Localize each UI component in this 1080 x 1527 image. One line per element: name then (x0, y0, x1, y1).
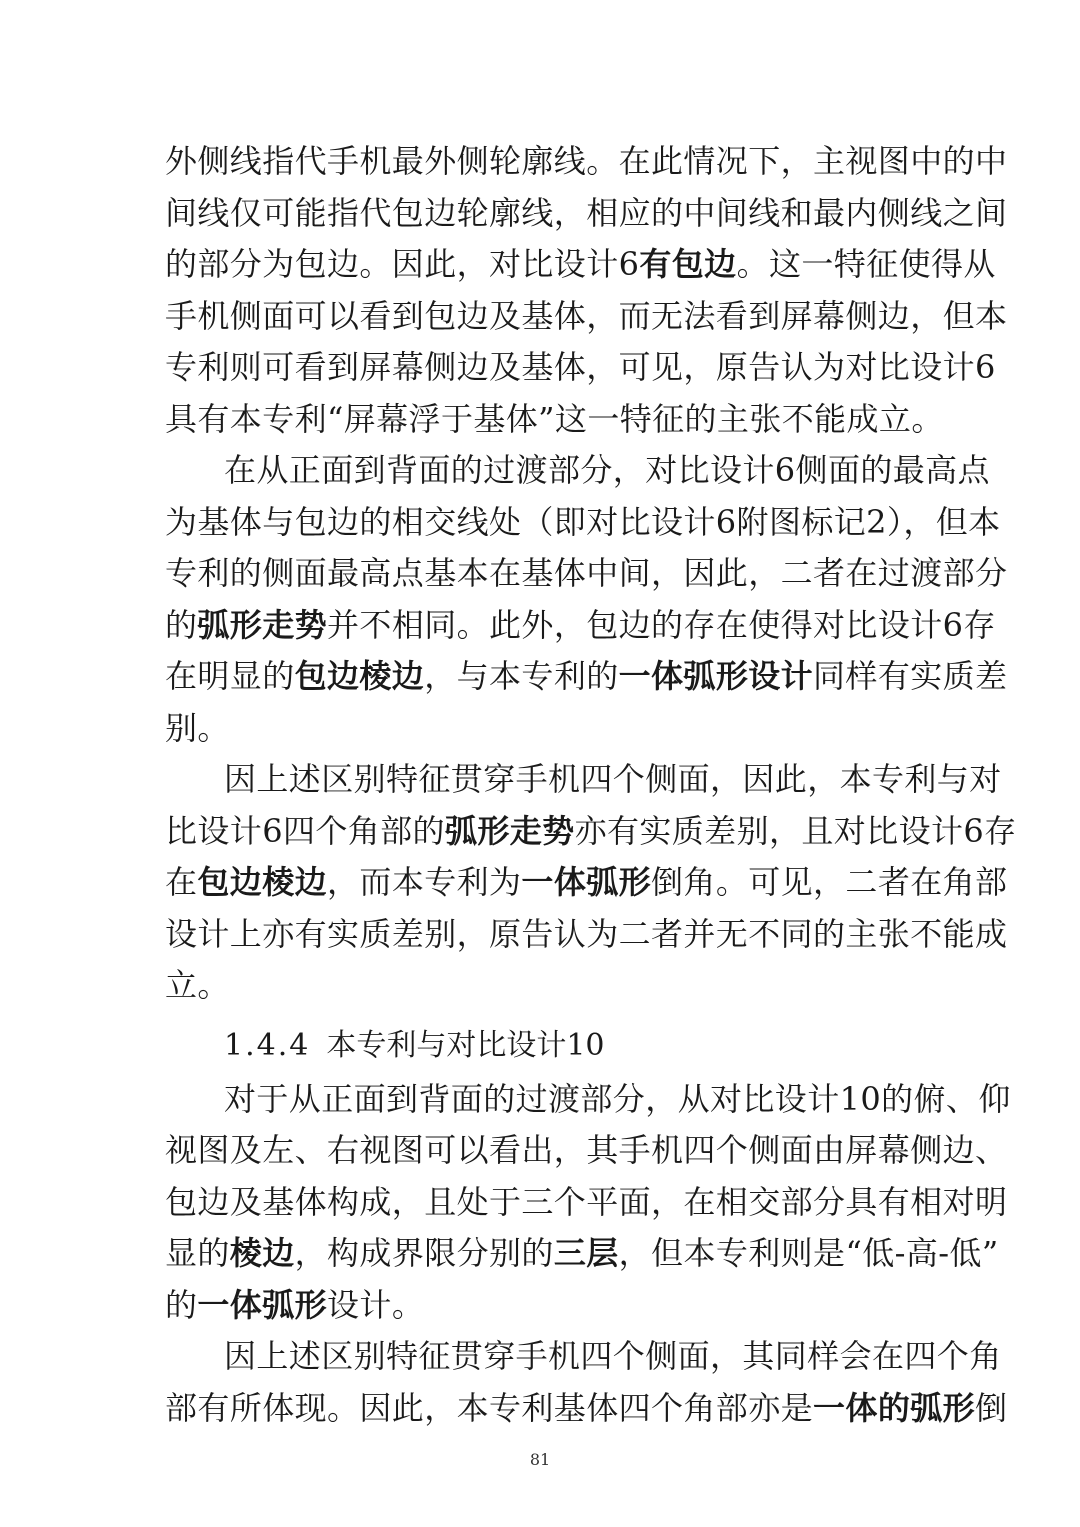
text-segment: 倒角。可见，二者在角部 (651, 863, 1008, 901)
text-segment: ，而本专利为 (327, 863, 522, 901)
text-segment: 包边及基体构成，且处于三个平面，在相交部分具有相对明 (165, 1182, 1008, 1221)
page-number: 81 (529, 1450, 551, 1469)
text-segment: 亦有实质差别，且对比设计6存 (574, 811, 1017, 850)
text-segment: 因上述区别特征贯穿手机四个侧面，因此，本专利与对 (224, 760, 1002, 798)
text-segment: 专利的侧面最高点基本在基体中间，因此，二者在过渡部分 (165, 554, 1008, 592)
text-segment: ，与本专利的 (424, 657, 619, 695)
text-segment: 的 (165, 1285, 198, 1324)
text-line (165, 857, 1008, 909)
section-title: 本专利与对比设计10 (326, 1027, 605, 1063)
text-segment: 的部分为包边。因此，对比设计6 (165, 245, 640, 283)
bold-text-segment: 一体弧形 (521, 863, 652, 901)
text-segment: ，构成界限分别的 (294, 1234, 554, 1272)
text-segment: 具有本专利“屏幕浮于基体”这一特征的主张不能成立。 (165, 399, 944, 438)
section-number: 1.4.4 (224, 1027, 311, 1063)
text-segment: 比设计6四个角部的 (165, 811, 445, 850)
text-line (165, 1228, 999, 1280)
text-line (165, 497, 1001, 549)
bold-text-segment: 一体的弧形 (813, 1388, 976, 1427)
bold-text-segment: 弧形走势 (197, 605, 328, 644)
document-body (165, 136, 1017, 1434)
paragraph-block-1 (165, 136, 1017, 1012)
text-line (165, 1125, 1008, 1177)
text-line (165, 1331, 1002, 1383)
bold-text-segment: 一体弧形设计 (618, 657, 814, 695)
section-heading (165, 1017, 925, 1074)
text-segment: 设计。 (327, 1285, 425, 1324)
text-line (165, 239, 996, 291)
text-line (165, 1177, 1008, 1229)
text-segment: 设计上亦有实质差别，原告认为二者并无不同的主张不能成 (165, 914, 1008, 953)
text-line (165, 806, 1017, 858)
bold-text-segment: 有包边 (639, 245, 737, 283)
text-line (165, 342, 996, 394)
text-segment: 同样有实质差 (813, 657, 1008, 695)
text-line (165, 754, 1002, 806)
text-segment: 外侧线指代手机最外侧轮廓线。在此情况下，主视图中的中 (165, 142, 1008, 180)
text-line (165, 136, 1008, 188)
text-line (165, 291, 1008, 343)
text-segment: 别。 (165, 708, 230, 747)
text-segment: 对于从正面到背面的过渡部分，从对比设计10的俯、仰 (224, 1079, 1011, 1118)
paragraph-block-2 (165, 1074, 1011, 1435)
text-segment: 因上述区别特征贯穿手机四个侧面，其同样会在四个角 (224, 1337, 1002, 1375)
text-line (165, 600, 996, 652)
text-segment: 在从正面到背面的过渡部分，对比设计6侧面的最高点 (224, 451, 990, 489)
text-line (165, 548, 1008, 600)
text-segment: 为基体与包边的相交线处（即对比设计6附图标记2），但本 (165, 502, 1001, 541)
text-line (165, 394, 944, 446)
text-line (165, 651, 1008, 703)
text-segment: 。这一特征使得从 (736, 245, 996, 283)
text-line (165, 188, 1008, 240)
text-segment: ，但本专利则是“低-高-低” (618, 1234, 999, 1272)
text-segment: 并不相同。此外，包边的存在使得对比设计6存 (327, 605, 996, 644)
text-line (165, 960, 925, 1012)
text-segment: 手机侧面可以看到包边及基体，而无法看到屏幕侧边，但本 (165, 296, 1008, 335)
bold-text-segment: 包边棱边 (197, 863, 328, 901)
bold-text-segment: 一体弧形 (197, 1285, 328, 1324)
text-line (165, 703, 925, 755)
text-segment: 的 (165, 605, 198, 644)
text-segment: 倒 (975, 1388, 1008, 1427)
text-segment: 在明显的 (165, 657, 295, 695)
text-segment: 立。 (165, 966, 230, 1004)
text-line (165, 1074, 1011, 1126)
text-segment: 专利则可看到屏幕侧边及基体，可见，原告认为对比设计6 (165, 348, 996, 386)
bold-text-segment: 三层 (553, 1234, 619, 1272)
text-segment: 在 (165, 863, 198, 901)
text-segment: 显的 (165, 1234, 230, 1272)
text-segment: 部有所体现。因此，本专利基体四个角部亦是 (165, 1388, 814, 1427)
text-line (165, 1280, 925, 1332)
bold-text-segment: 包边棱边 (294, 657, 425, 695)
text-segment: 视图及左、右视图可以看出，其手机四个侧面由屏幕侧边、 (165, 1131, 1008, 1169)
bold-text-segment: 棱边 (229, 1234, 295, 1272)
bold-text-segment: 弧形走势 (444, 811, 575, 850)
text-line (165, 445, 990, 497)
text-line (165, 1383, 1008, 1435)
text-segment: 间线仅可能指代包边轮廓线，相应的中间线和最内侧线之间 (165, 193, 1008, 232)
text-line (165, 909, 1008, 961)
